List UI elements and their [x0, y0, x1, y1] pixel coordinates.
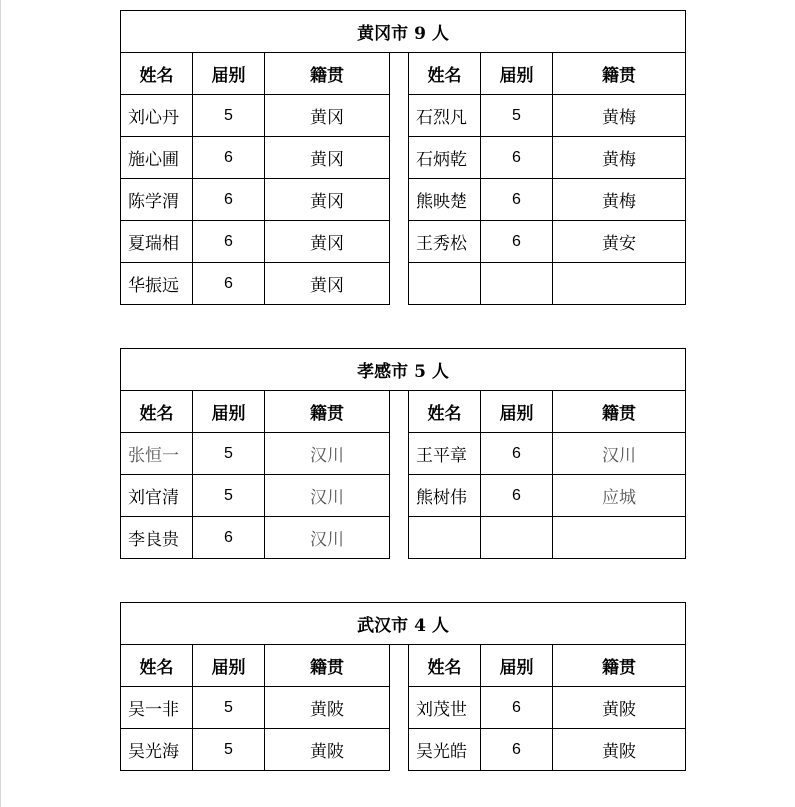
header-session: 届别: [481, 53, 553, 95]
cell-name: 熊映楚: [409, 179, 481, 221]
cell-session: 6: [481, 687, 553, 729]
cell-origin: 黄冈: [265, 263, 390, 305]
column-gap: [390, 645, 409, 771]
cell-name: 李良贵: [121, 517, 193, 559]
header-name: 姓名: [121, 645, 193, 687]
column-gap: [390, 391, 409, 559]
cell-origin: 汉川: [265, 475, 390, 517]
cell-session: 6: [481, 137, 553, 179]
table-title: 武汉市 4 人: [121, 603, 686, 645]
cell-session: [481, 517, 553, 559]
header-origin: 籍贯: [553, 53, 686, 95]
table-xiaogan: [120, 348, 686, 559]
cell-origin: 黄安: [553, 221, 686, 263]
cell-session: 6: [193, 137, 265, 179]
cell-origin: 汉川: [553, 433, 686, 475]
header-row: [121, 391, 686, 433]
cell-name: 华振远: [121, 263, 193, 305]
cell-session: 6: [481, 179, 553, 221]
cell-session: 6: [193, 221, 265, 263]
cell-session: 6: [193, 179, 265, 221]
cell-name: 石炳乾: [409, 137, 481, 179]
cell-name: [409, 517, 481, 559]
column-gap: [390, 53, 409, 305]
table-wuhan: [120, 602, 686, 771]
cell-name: 陈学渭: [121, 179, 193, 221]
cell-origin: 黄梅: [553, 95, 686, 137]
cell-session: 5: [193, 475, 265, 517]
header-session: 届别: [193, 645, 265, 687]
cell-name: [409, 263, 481, 305]
header-name: 姓名: [409, 391, 481, 433]
cell-session: 5: [193, 433, 265, 475]
cell-session: 5: [193, 95, 265, 137]
header-name: 姓名: [121, 391, 193, 433]
cell-name: 施心圃: [121, 137, 193, 179]
cell-session: 6: [481, 475, 553, 517]
header-name: 姓名: [409, 645, 481, 687]
cell-name: 吴一非: [121, 687, 193, 729]
header-session: 届别: [193, 391, 265, 433]
cell-origin: [553, 263, 686, 305]
header-session: 届别: [481, 645, 553, 687]
cell-session: [481, 263, 553, 305]
cell-name: 熊树伟: [409, 475, 481, 517]
cell-session: 5: [193, 729, 265, 771]
cell-name: 刘茂世: [409, 687, 481, 729]
cell-name: 王秀松: [409, 221, 481, 263]
cell-origin: 黄冈: [265, 221, 390, 263]
header-row: [121, 53, 686, 95]
cell-name: 王平章: [409, 433, 481, 475]
header-origin: 籍贯: [265, 645, 390, 687]
cell-name: 刘心丹: [121, 95, 193, 137]
cell-origin: 黄梅: [553, 179, 686, 221]
cell-origin: 黄冈: [265, 179, 390, 221]
header-session: 届别: [193, 53, 265, 95]
cell-session: 5: [481, 95, 553, 137]
cell-origin: 黄陂: [553, 729, 686, 771]
header-origin: 籍贯: [553, 391, 686, 433]
page-left-border: [0, 0, 1, 807]
cell-name: 刘官清: [121, 475, 193, 517]
cell-origin: 汉川: [265, 433, 390, 475]
cell-session: 6: [481, 221, 553, 263]
cell-name: 夏瑞相: [121, 221, 193, 263]
cell-name: 吴光皓: [409, 729, 481, 771]
cell-name: 张恒一: [121, 433, 193, 475]
header-origin: 籍贯: [265, 391, 390, 433]
header-name: 姓名: [121, 53, 193, 95]
cell-session: 6: [193, 517, 265, 559]
header-origin: 籍贯: [265, 53, 390, 95]
cell-name: 吴光海: [121, 729, 193, 771]
table-huanggang: [120, 10, 686, 305]
cell-session: 6: [481, 433, 553, 475]
cell-origin: 黄冈: [265, 95, 390, 137]
header-session: 届别: [481, 391, 553, 433]
cell-name: 石烈凡: [409, 95, 481, 137]
cell-origin: 黄陂: [265, 687, 390, 729]
cell-session: 6: [193, 263, 265, 305]
cell-origin: 黄冈: [265, 137, 390, 179]
cell-session: 6: [481, 729, 553, 771]
cell-origin: 黄陂: [553, 687, 686, 729]
table-title: 孝感市 5 人: [121, 349, 686, 391]
cell-origin: 黄陂: [265, 729, 390, 771]
cell-origin: 汉川: [265, 517, 390, 559]
header-origin: 籍贯: [553, 645, 686, 687]
header-row: [121, 645, 686, 687]
header-name: 姓名: [409, 53, 481, 95]
cell-origin: 应城: [553, 475, 686, 517]
table-title: 黄冈市 9 人: [121, 11, 686, 53]
cell-origin: [553, 517, 686, 559]
cell-session: 5: [193, 687, 265, 729]
cell-origin: 黄梅: [553, 137, 686, 179]
